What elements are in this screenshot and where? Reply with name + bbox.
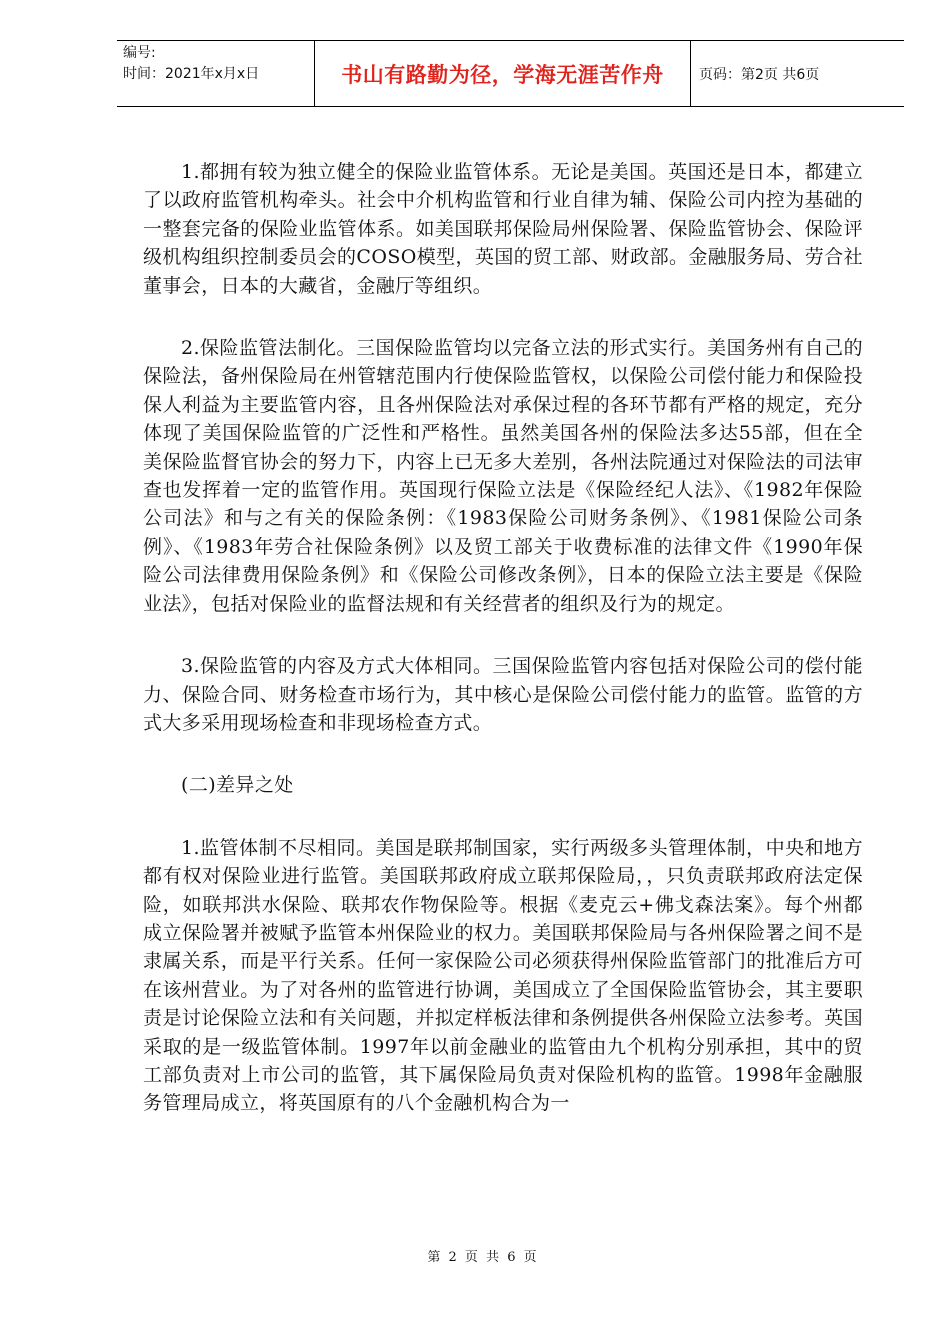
document-body	[143, 158, 863, 1118]
header-page-number: 页码：第2页 共6页	[699, 66, 820, 83]
page-header	[117, 40, 904, 107]
document-number-label: 编号:	[123, 45, 156, 61]
paragraph-4: 1.监管体制不尽相同。美国是联邦制国家，实行两级多头管理体制，中央和地方都有权对保险业进行监管。美国联邦政府成立联邦保险局，，只负责联邦政府法定保险，如联邦洪水保险、联邦农作物保险等。根据《麦克云+佛戈森法案》。每个州都成立保险署并被赋予监管本州保险业的权力。美国联邦保险局与各州保险署之间不是隶属关系，而是平行关系。任何一家保险公司必须获得州保险监管部门的批准后方可在该州营业。为了对各州的监管进行协调，美国成立了全国保险监管协会，其主要职责是讨论保险立法和有关问题，并拟定样板法律和条例提供各州保险立法参考。英国采取的是一级监管体制。1997年以前金融业的监管由九个机构分别承担，其中的贸工部负责对上市公司的监管，其下属保险局负责对保险机构的监管。1998年金融服务管理局成立，将英国原有的八个金融机构合为一	[143, 836, 863, 1115]
page-footer: 第 2 页 共 6 页	[427, 1250, 539, 1265]
document-time-label: 时间：2021年x月x日	[123, 66, 260, 82]
header-motto: 书山有路勤为径，学海无涯苦作舟	[315, 41, 691, 106]
paragraph-3: 3.保险监管的内容及方式大体相同。三国保险监管内容包括对保险公司的偿付能力、保险合同、财务检查市场行为，其中核心是保险公司偿付能力的监管。监管的方式大多采用现场检查和非现场检查方式。	[143, 655, 863, 734]
section-heading-differences: (二)差异之处	[181, 774, 294, 797]
header-meta	[117, 41, 315, 106]
paragraph-2: 2.保险监管法制化。三国保险监管均以完备立法的形式实行。美国务州有自己的保险法，备州保险局在州管辖范围内行使保险监管权，以保险公司偿付能力和保险投保人利益为主要监管内容，且各州保险法对承保过程的各环节都有严格的规定，充分体现了美国保险监管的广泛性和严格性。虽然美国各州的保险法多达55部，但在全美保险监督官协会的努力下，内容上已无多大差别，各州法院通过对保险法的司法审查也发挥着一定的监管作用。英国现行保险立法是《保险经纪人法》、《1982年保险公司法》和与之有关的保险条例：《1983保险公司财务条例》、《1981保险公司条例》、《1983年劳合社保险条例》以及贸工部关于收费标准的法律文件《1990年保险公司法律费用保险条例》和《保险公司修改条例》，日本的保险立法主要是《保险业法》，包括对保险业的监督法规和有关经营者的组织及行为的规定。	[143, 337, 863, 615]
paragraph-1: 1.都拥有较为独立健全的保险业监管体系。无论是美国。英国还是日本，都建立了以政府监管机构牵头。社会中介机构监管和行业自律为辅、保险公司内控为基础的一整套完备的保险业监管体系。如美国联邦保险局州保险署、保险监管协会、保险评级机构组织控制委员会的COSO模型，英国的贸工部、财政部。金融服务局、劳合社董事会，日本的大藏省，金融厅等组织。	[143, 161, 863, 297]
